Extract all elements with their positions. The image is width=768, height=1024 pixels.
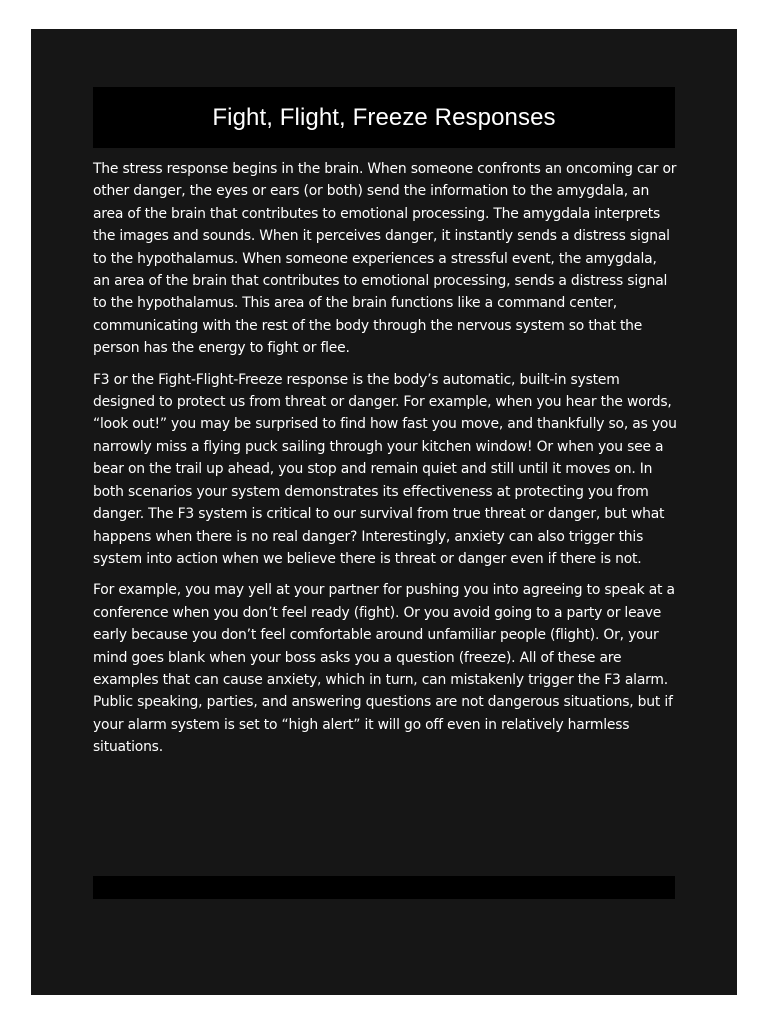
paragraph-stress-response: The stress response begins in the brain. When someone confronts an oncoming car or other danger, the eyes or ears (or both) send the information to the amygdala, an area of the brain that contributes to emotional processing. The amygdala interprets the images and sounds. When it perceives danger, it instantly sends a distress signal to the hypothalamus. When someone experiences a stressful event, the amygdala, an area of the brain that contributes to emotional processing, sends a distress signal to the hypothalamus. This area of the brain functions like a command center, communicating with the rest of the body through the nervous system so that the person has the energy to fight or flee. bbox=[93, 161, 677, 357]
document-body bbox=[93, 158, 677, 768]
paragraph-anxiety-examples: For example, you may yell at your partner for pushing you into agreeing to speak at a conference when you don’t feel ready (fight). Or you avoid going to a party or leave early because you don’t feel comfortable around unfamiliar people (flight). Or, your mind goes blank when your boss asks you a question (freeze). All of these are examples that can cause anxiety, which in turn, can mistakenly trigger the F3 alarm. Public speaking, parties, and answering questions are not dangerous situations, but if your alarm system is set to “high alert” it will go off even in relatively harmless situations. bbox=[93, 582, 675, 756]
footer-banner bbox=[93, 876, 675, 899]
paragraph-f3-response: F3 or the Fight-Flight-Freeze response is the body’s automatic, built-in system designed to protect us from threat or danger. For example, when you hear the words, “look out!” you may be surprised to find how fast you move, and thankfully so, as you narrowly miss a flying puck sailing through your kitchen window! Or when you see a bear on the trail up ahead, you stop and remain quiet and still until it moves on. In both scenarios your system demonstrates its effectiveness at protecting you from danger. The F3 system is critical to our survival from true threat or danger, but what happens when there is no real danger? Interestingly, anxiety can also trigger this system into action when we believe there is threat or danger even if there is not. bbox=[93, 371, 677, 567]
page-title: Fight, Flight, Freeze Responses bbox=[212, 103, 556, 131]
document-page bbox=[31, 29, 737, 995]
title-banner bbox=[93, 87, 675, 148]
